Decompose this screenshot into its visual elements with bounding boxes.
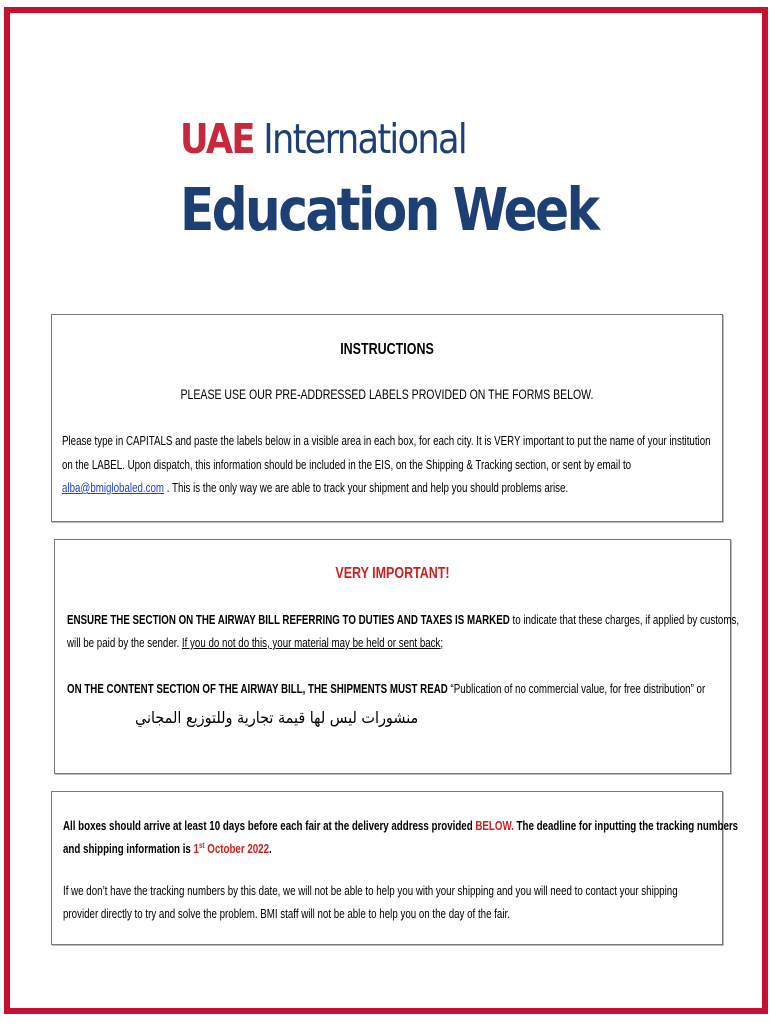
very-important-title: VERY IMPORTANT! [335,565,450,582]
instructions-line-3-text: . This is the only way we are able to track your shipment and help you should problems arise. [166,481,569,495]
instructions-line-2: on the LABEL. Upon dispatch, this information should be included in the EIS, on the Shipping & Tracking section, or sent by email to [62,458,632,472]
instructions-box [51,314,723,522]
deadline-info-text: and shipping information is [63,842,194,857]
very-important-box [54,539,740,774]
email-link[interactable]: alba@bmiglobaled.com [62,481,165,495]
deadline-line-2 [63,841,272,856]
instructions-title: INSTRUCTIONS [340,341,434,358]
deadline-below-text: BELOW. [475,819,514,833]
duties-paragraph-line-2 [67,636,443,650]
logo-international: International [263,115,466,163]
duties-bold-text: ENSURE THE SECTION ON THE AIRWAY BILL REFERRING TO DUTIES AND TAXES IS MARKED [67,613,510,627]
instructions-line-3 [62,481,568,495]
logo-education-week: Education Week [180,175,598,244]
content-section-text: “Publication of no commercial value, for free distribution” or [447,682,706,696]
duties-warning-text: If you do not do this, your material may be held or sent back; [181,636,444,650]
tracking-warning-line-1: If we don’t have the tracking numbers by this date, we will not be able to help you with your shipping and you will need to contact your shipping [63,884,678,898]
instructions-line-1: Please type in CAPITALS and paste the labels below in a visible area in each box, for each city. It is VERY important to put the name of your institution [62,434,711,448]
logo-uae: UAE [180,115,254,163]
deadline-date: October 2022 [204,842,270,857]
event-logo [180,108,620,250]
duties-paragraph-line-1 [67,613,739,627]
deadline-bold-text-2: The deadline for inputting the tracking numbers [513,819,739,833]
duties-sender-text: will be paid by the sender. [67,636,182,650]
arabic-declaration-text: منشورات ليس لها قيمة تجارية وللتوزيع المجاني [135,708,419,727]
content-section-paragraph [67,682,705,696]
logo-line-1 [180,108,558,170]
instructions-subtitle: PLEASE USE OUR PRE-ADDRESSED LABELS PROVIDED ON THE FORMS BELOW. [180,387,594,402]
deadline-line-1 [63,819,738,833]
deadline-day: 1 [193,842,199,857]
deadline-day-suffix: st [198,841,205,850]
tracking-warning-line-2: provider directly to try and solve the problem. BMI staff will not be able to help you on the day of the fair. [63,907,510,921]
content-section-bold-text: ON THE CONTENT SECTION OF THE AIRWAY BILL, THE SHIPMENTS MUST READ [67,682,448,696]
deadline-box [51,791,739,945]
duties-text: to indicate that these charges, if applied by customs, [509,613,740,627]
deadline-period: . [269,842,272,857]
deadline-bold-text: All boxes should arrive at least 10 days before each fair at the delivery address provided [63,819,476,833]
